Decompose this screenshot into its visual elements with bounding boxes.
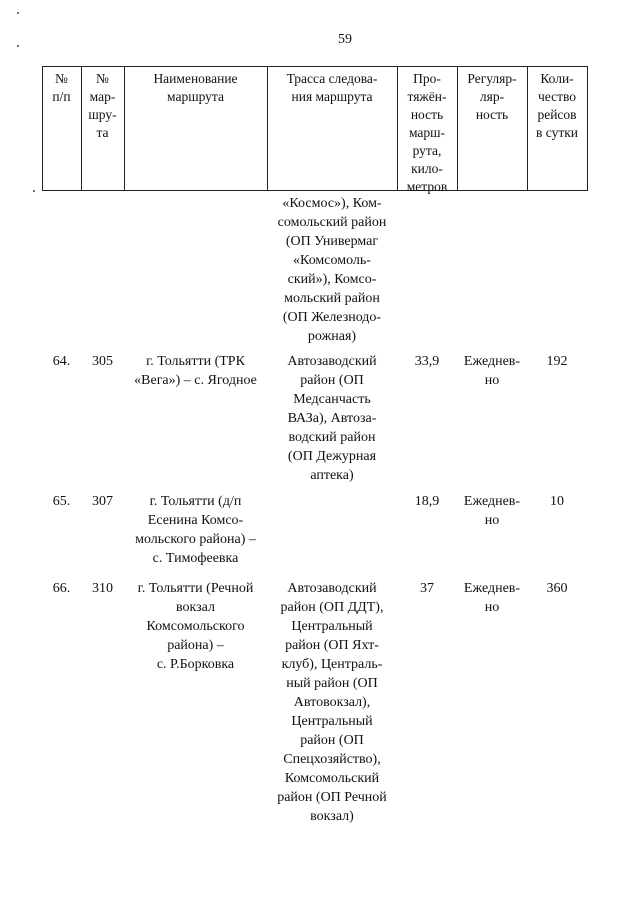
route-number: 305 bbox=[92, 354, 113, 369]
route-regularity: Ежеднев- но bbox=[463, 354, 521, 388]
header-route-path: Трасса следова- ния маршрута bbox=[286, 71, 378, 104]
scan-speck bbox=[17, 45, 19, 47]
col-border-right bbox=[587, 66, 588, 191]
header-route-length: Про- тяжён- ность марш- рута, кило- метров bbox=[406, 71, 448, 194]
route-regularity: Ежеднев- но bbox=[463, 581, 521, 615]
row-number: 66. bbox=[52, 581, 71, 596]
continuation-path: «Космос»), Ком- сомольский район (ОП Универмаг «Комсомоль- ский»), Комсо- мольский район (ОП Железнодо- рожная) bbox=[277, 196, 387, 344]
header-trip-count: Коли- чество рейсов в сутки bbox=[536, 71, 578, 140]
header-number: № п/п bbox=[52, 71, 71, 104]
route-length: 37 bbox=[420, 581, 434, 596]
route-trips: 360 bbox=[546, 581, 568, 596]
header-regularity: Регуляр- ляр- ность bbox=[467, 71, 517, 122]
route-number: 307 bbox=[92, 494, 113, 509]
route-number: 310 bbox=[92, 581, 113, 596]
route-name: г. Тольятти (д/п Есенина Комсо- мольского района) – с. Тимофеевка bbox=[135, 494, 256, 566]
route-name: г. Тольятти (Речной вокзал Комсомольского района) – с. Р.Борковка bbox=[137, 581, 254, 672]
route-trips: 10 bbox=[550, 494, 564, 509]
route-name: г. Тольятти (ТРК «Вега») – с. Ягодное bbox=[134, 354, 257, 388]
row-number: 65. bbox=[52, 494, 71, 509]
header-route-name: Наименование маршрута bbox=[153, 71, 238, 104]
page-number: 59 bbox=[338, 32, 352, 47]
route-path: Автозаводский район (ОП ДДТ), Центральный район (ОП Яхт- клуб), Централь- ный район (ОП Автовокзал), Центральный район (ОП Спецхозяйство), Комсомольский район (ОП Речной вокзал) bbox=[277, 581, 387, 824]
scan-speck bbox=[17, 12, 19, 14]
route-trips: 192 bbox=[546, 354, 568, 369]
header-route-number: № мар- шру- та bbox=[88, 71, 117, 140]
route-path: Автозаводский район (ОП Медсанчасть ВАЗа), Автоза- водский район (ОП Дежурная аптека) bbox=[287, 354, 377, 483]
route-regularity: Ежеднев- но bbox=[463, 494, 521, 528]
scan-speck bbox=[33, 190, 35, 192]
route-length: 18,9 bbox=[414, 494, 440, 509]
route-length: 33,9 bbox=[414, 354, 440, 369]
row-number: 64. bbox=[52, 354, 71, 369]
